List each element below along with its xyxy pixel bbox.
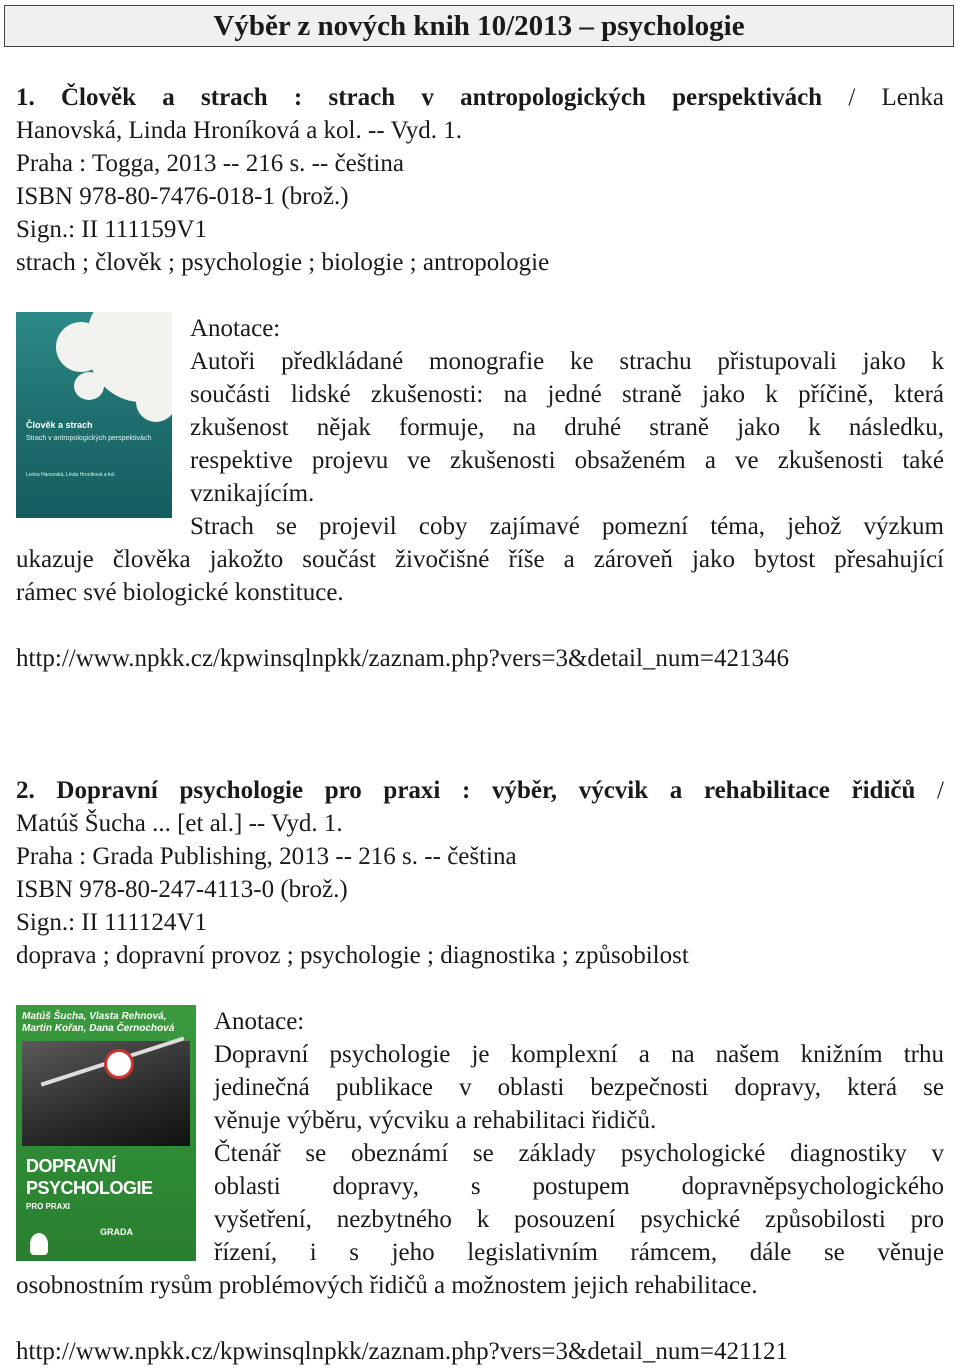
- book2-title-authors: /: [915, 777, 945, 804]
- book1-isbn: ISBN 978-80-7476-018-1 (brož.): [16, 183, 349, 210]
- book2-isbn: ISBN 978-80-247-4113-0 (brož.): [16, 876, 348, 903]
- book2-title: 2. Dopravní psychologie pro praxi : výběr, výcvik a rehabilitace řidičů: [16, 777, 916, 804]
- book2-publisher: Praha : Grada Publishing, 2013 -- 216 s. -- čeština: [16, 843, 517, 870]
- book1-annotation-line: vznikajícím.: [190, 480, 315, 507]
- book2-annotation-line: Čtenář se obeznámí se základy psychologické diagnostiky v: [214, 1140, 944, 1167]
- book1-record-link[interactable]: http://www.npkk.cz/kpwinsqlnpkk/zaznam.php?vers=3&detail_num=421346: [16, 645, 789, 672]
- book1-annotation-line: ukazuje člověka jakožto součást živočišné říše a zároveň jako bytost přesahující: [16, 546, 944, 573]
- psyche-logo-icon: [30, 1233, 48, 1255]
- book2-cover-title: DOPRAVNÍ PSYCHOLOGIE: [26, 1156, 153, 1198]
- book1-title: 1. Člověk a strach : strach v antropologických perspektivách: [16, 84, 823, 111]
- cyclist-road-photo: [22, 1041, 190, 1146]
- book1-annotation-label: Anotace:: [190, 315, 281, 342]
- book1-annotation-line: respektive projevu ve zkušenosti obsaženém a ve zkušenosti také: [190, 447, 944, 474]
- traffic-sign-icon: [104, 1049, 134, 1079]
- book1-annotation-line: součásti lidské zkušenosti: na jedné straně jako k příčině, která: [190, 381, 944, 408]
- book1-cover-image: [16, 312, 172, 518]
- book2-annotation-line: oblasti dopravy, s postupem dopravněpsychologického: [214, 1173, 944, 1200]
- book1-cover-title: Člověk a strach: [26, 420, 93, 430]
- book2-annotation-label: Anotace:: [214, 1008, 305, 1035]
- book2-cover-authors: Matúš Šucha, Vlasta Rehnová, Martin Kořan, Dana Černochová: [22, 1011, 175, 1034]
- book1-annotation-line: zkušenost nějak formuje, na druhé straně jako k následku,: [190, 414, 944, 441]
- book2-annotation-line: jedinečná publikace v oblasti bezpečnosti dopravy, která se: [214, 1074, 944, 1101]
- book2-signature: Sign.: II 111124V1: [16, 909, 207, 936]
- book2-record-link[interactable]: http://www.npkk.cz/kpwinsqlnpkk/zaznam.php?vers=3&detail_num=421121: [16, 1338, 789, 1365]
- book2-title-line: [16, 774, 944, 807]
- book2-cover-subtitle: PRO PRAXI: [26, 1202, 71, 1211]
- book2-annotation-line: vyšetření, nezbytného k posouzení psychické způsobilosti pro: [214, 1206, 944, 1233]
- book1-publisher: Praha : Togga, 2013 -- 216 s. -- čeština: [16, 150, 404, 177]
- book2-keywords: doprava ; dopravní provoz ; psychologie ; diagnostika ; způsobilost: [16, 942, 689, 969]
- book1-annotation-line: rámec své biologické konstituce.: [16, 579, 344, 606]
- book1-annotation-line: Strach se projevil coby zajímavé pomezní téma, jehož výzkum: [190, 513, 944, 540]
- book1-cover-authors: Lenka Hanovská, Linda Hroníková a kol.: [26, 472, 116, 478]
- book1-title-authors: / Lenka: [822, 84, 944, 111]
- book2-authors: Matúš Šucha ... [et al.] -- Vyd. 1.: [16, 810, 343, 837]
- book1-title-line: [16, 81, 944, 114]
- book2-cover-image: [16, 1005, 196, 1261]
- book1-authors: Hanovská, Linda Hroníková a kol. -- Vyd. 1.: [16, 117, 462, 144]
- page-title: Výběr z nových knih 10/2013 – psychologie: [4, 5, 954, 47]
- book1-keywords: strach ; člověk ; psychologie ; biologie ; antropologie: [16, 249, 550, 276]
- book2-annotation-line: Dopravní psychologie je komplexní a na našem knižním trhu: [214, 1041, 944, 1068]
- book1-signature: Sign.: II 111159V1: [16, 216, 207, 243]
- book1-cover-subtitle: Strach v antropologických perspektivách: [26, 435, 152, 442]
- grada-logo: GRADA: [100, 1227, 133, 1237]
- book2-annotation-line: řízení, i s jeho legislativním rámcem, dále se věnuje: [214, 1239, 944, 1266]
- book2-annotation-line: věnuje výběru, výcviku a rehabilitaci řidičů.: [214, 1107, 657, 1134]
- book2-annotation-line: osobnostním rysům problémových řidičů a možnostem jejich rehabilitace.: [16, 1272, 758, 1299]
- book1-annotation-line: Autoři předkládané monografie ke strachu přistupovali jako k: [190, 348, 944, 375]
